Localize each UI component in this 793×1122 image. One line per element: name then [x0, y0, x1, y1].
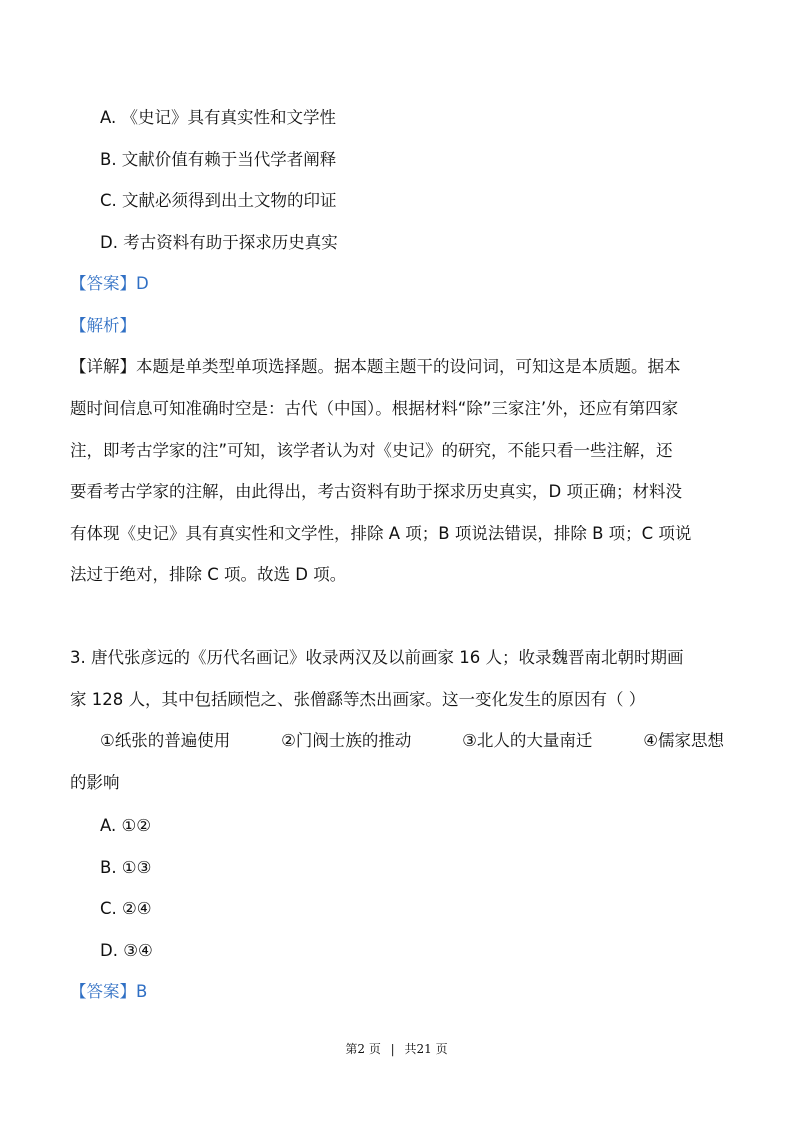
q3-statement-3: ③北人的大量南迁 [462, 731, 593, 750]
footer-current-page: 第2 页 [345, 1042, 381, 1056]
q2-option-c: C. 文献必须得到出土文物的印证 [100, 191, 337, 210]
q2-detail-line: 注，即考古学家的注”可知，该学者认为对《史记》的研究，不能只看一些注解，还 [70, 441, 673, 460]
q3-statement-tail: 的影响 [70, 773, 120, 792]
q3-statement-2: ②门阀士族的推动 [281, 731, 412, 750]
q3-option-b: B. ①③ [100, 858, 152, 877]
q2-detail-line: 有体现《史记》具有真实性和文学性，排除 A 项；B 项说法错误，排除 B 项；C 项说 [70, 524, 692, 543]
q2-detail-line: 法过于绝对，排除 C 项。故选 D 项。 [70, 565, 347, 584]
q3-option-a: A. ①② [100, 816, 152, 835]
q3-option-d: D. ③④ [100, 941, 153, 960]
q2-detail-line: 题时间信息可知准确时空是：古代（中国）。根据材料“除”三家注’外，还应有第四家 [70, 399, 679, 418]
q3-statements [100, 729, 724, 753]
q2-answer: 【答案】D [70, 274, 149, 293]
page-footer [0, 1040, 793, 1057]
q2-analysis-title: 【解析】 [70, 316, 136, 335]
q2-option-d: D. 考古资料有助于探求历史真实 [100, 233, 338, 252]
q2-detail-line: 【详解】本题是单类型单项选择题。据本题主题干的设问词，可知这是本质题。据本 [70, 357, 681, 376]
q3-statement-1: ①纸张的普遍使用 [100, 731, 231, 750]
footer-total-pages: 共21 页 [404, 1042, 448, 1056]
footer-separator: | [390, 1042, 395, 1056]
q2-detail-line: 要看考古学家的注解，由此得出，考古资料有助于探求历史真实，D 项正确；材料没 [70, 482, 682, 501]
q3-stem-line: 3. 唐代张彦远的《历代名画记》收录两汉及以前画家 16 人；收录魏晋南北朝时期画 [70, 648, 684, 667]
q3-option-c: C. ②④ [100, 899, 152, 918]
q2-option-a: A. 《史记》具有真实性和文学性 [100, 108, 336, 127]
q3-answer: 【答案】B [70, 982, 148, 1001]
q2-option-b: B. 文献价值有赖于当代学者阐释 [100, 150, 337, 169]
q3-stem-line: 家 128 人，其中包括顾恺之、张僧繇等杰出画家。这一变化发生的原因有（ ） [70, 690, 646, 709]
q3-statement-4: ④儒家思想 [643, 731, 724, 750]
